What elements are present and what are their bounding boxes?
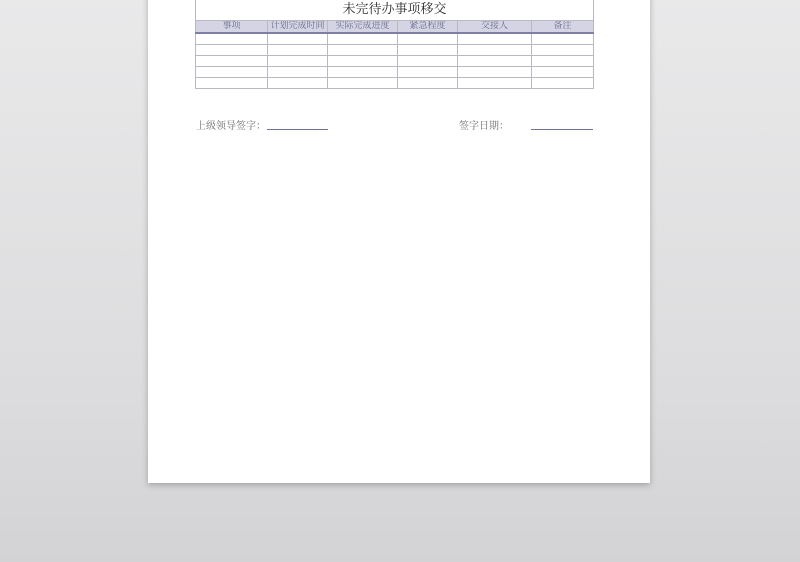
pending-items-table — [195, 0, 594, 89]
table-row — [196, 45, 594, 56]
table-cell[interactable] — [328, 67, 398, 78]
table-cell[interactable] — [196, 45, 268, 56]
leader-signature-line[interactable] — [267, 129, 328, 130]
table-header-row — [196, 21, 594, 34]
column-header-item: 事项 — [196, 21, 268, 34]
table-cell[interactable] — [328, 33, 398, 45]
table-cell[interactable] — [458, 56, 532, 67]
table-row — [196, 67, 594, 78]
table-cell[interactable] — [268, 67, 328, 78]
column-header-urgency: 紧急程度 — [398, 21, 458, 34]
table-cell[interactable] — [268, 33, 328, 45]
table-row — [196, 56, 594, 67]
table-cell[interactable] — [458, 78, 532, 89]
table-cell[interactable] — [532, 78, 594, 89]
table-cell[interactable] — [268, 78, 328, 89]
table-cell[interactable] — [532, 67, 594, 78]
table-cell[interactable] — [458, 67, 532, 78]
handover-table — [195, 0, 593, 89]
table-cell[interactable] — [398, 78, 458, 89]
table-cell[interactable] — [532, 33, 594, 45]
table-cell[interactable] — [328, 45, 398, 56]
table-cell[interactable] — [268, 45, 328, 56]
leader-signature-label: 上级领导签字： — [196, 121, 266, 132]
table-cell[interactable] — [196, 78, 268, 89]
table-cell[interactable] — [458, 33, 532, 45]
column-header-planned-time: 计划完成时间 — [268, 21, 328, 34]
table-cell[interactable] — [328, 56, 398, 67]
section-title: 未完待办事项移交 — [196, 0, 594, 21]
table-cell[interactable] — [532, 45, 594, 56]
table-cell[interactable] — [268, 56, 328, 67]
table-cell[interactable] — [398, 56, 458, 67]
document-page — [148, 0, 650, 483]
table-cell[interactable] — [196, 33, 268, 45]
table-cell[interactable] — [196, 67, 268, 78]
table-row — [196, 33, 594, 45]
table-cell[interactable] — [398, 67, 458, 78]
table-cell[interactable] — [398, 45, 458, 56]
signature-date-label: 签字日期： — [459, 121, 509, 132]
column-header-handover-person: 交接人 — [458, 21, 532, 34]
section-title-row — [196, 0, 594, 21]
column-header-actual-progress: 实际完成进度 — [328, 21, 398, 34]
column-header-remarks: 备注 — [532, 21, 594, 34]
table-cell[interactable] — [196, 56, 268, 67]
signature-date-line[interactable] — [531, 129, 593, 130]
table-cell[interactable] — [458, 45, 532, 56]
table-cell[interactable] — [532, 56, 594, 67]
table-cell[interactable] — [328, 78, 398, 89]
table-row — [196, 78, 594, 89]
table-cell[interactable] — [398, 33, 458, 45]
